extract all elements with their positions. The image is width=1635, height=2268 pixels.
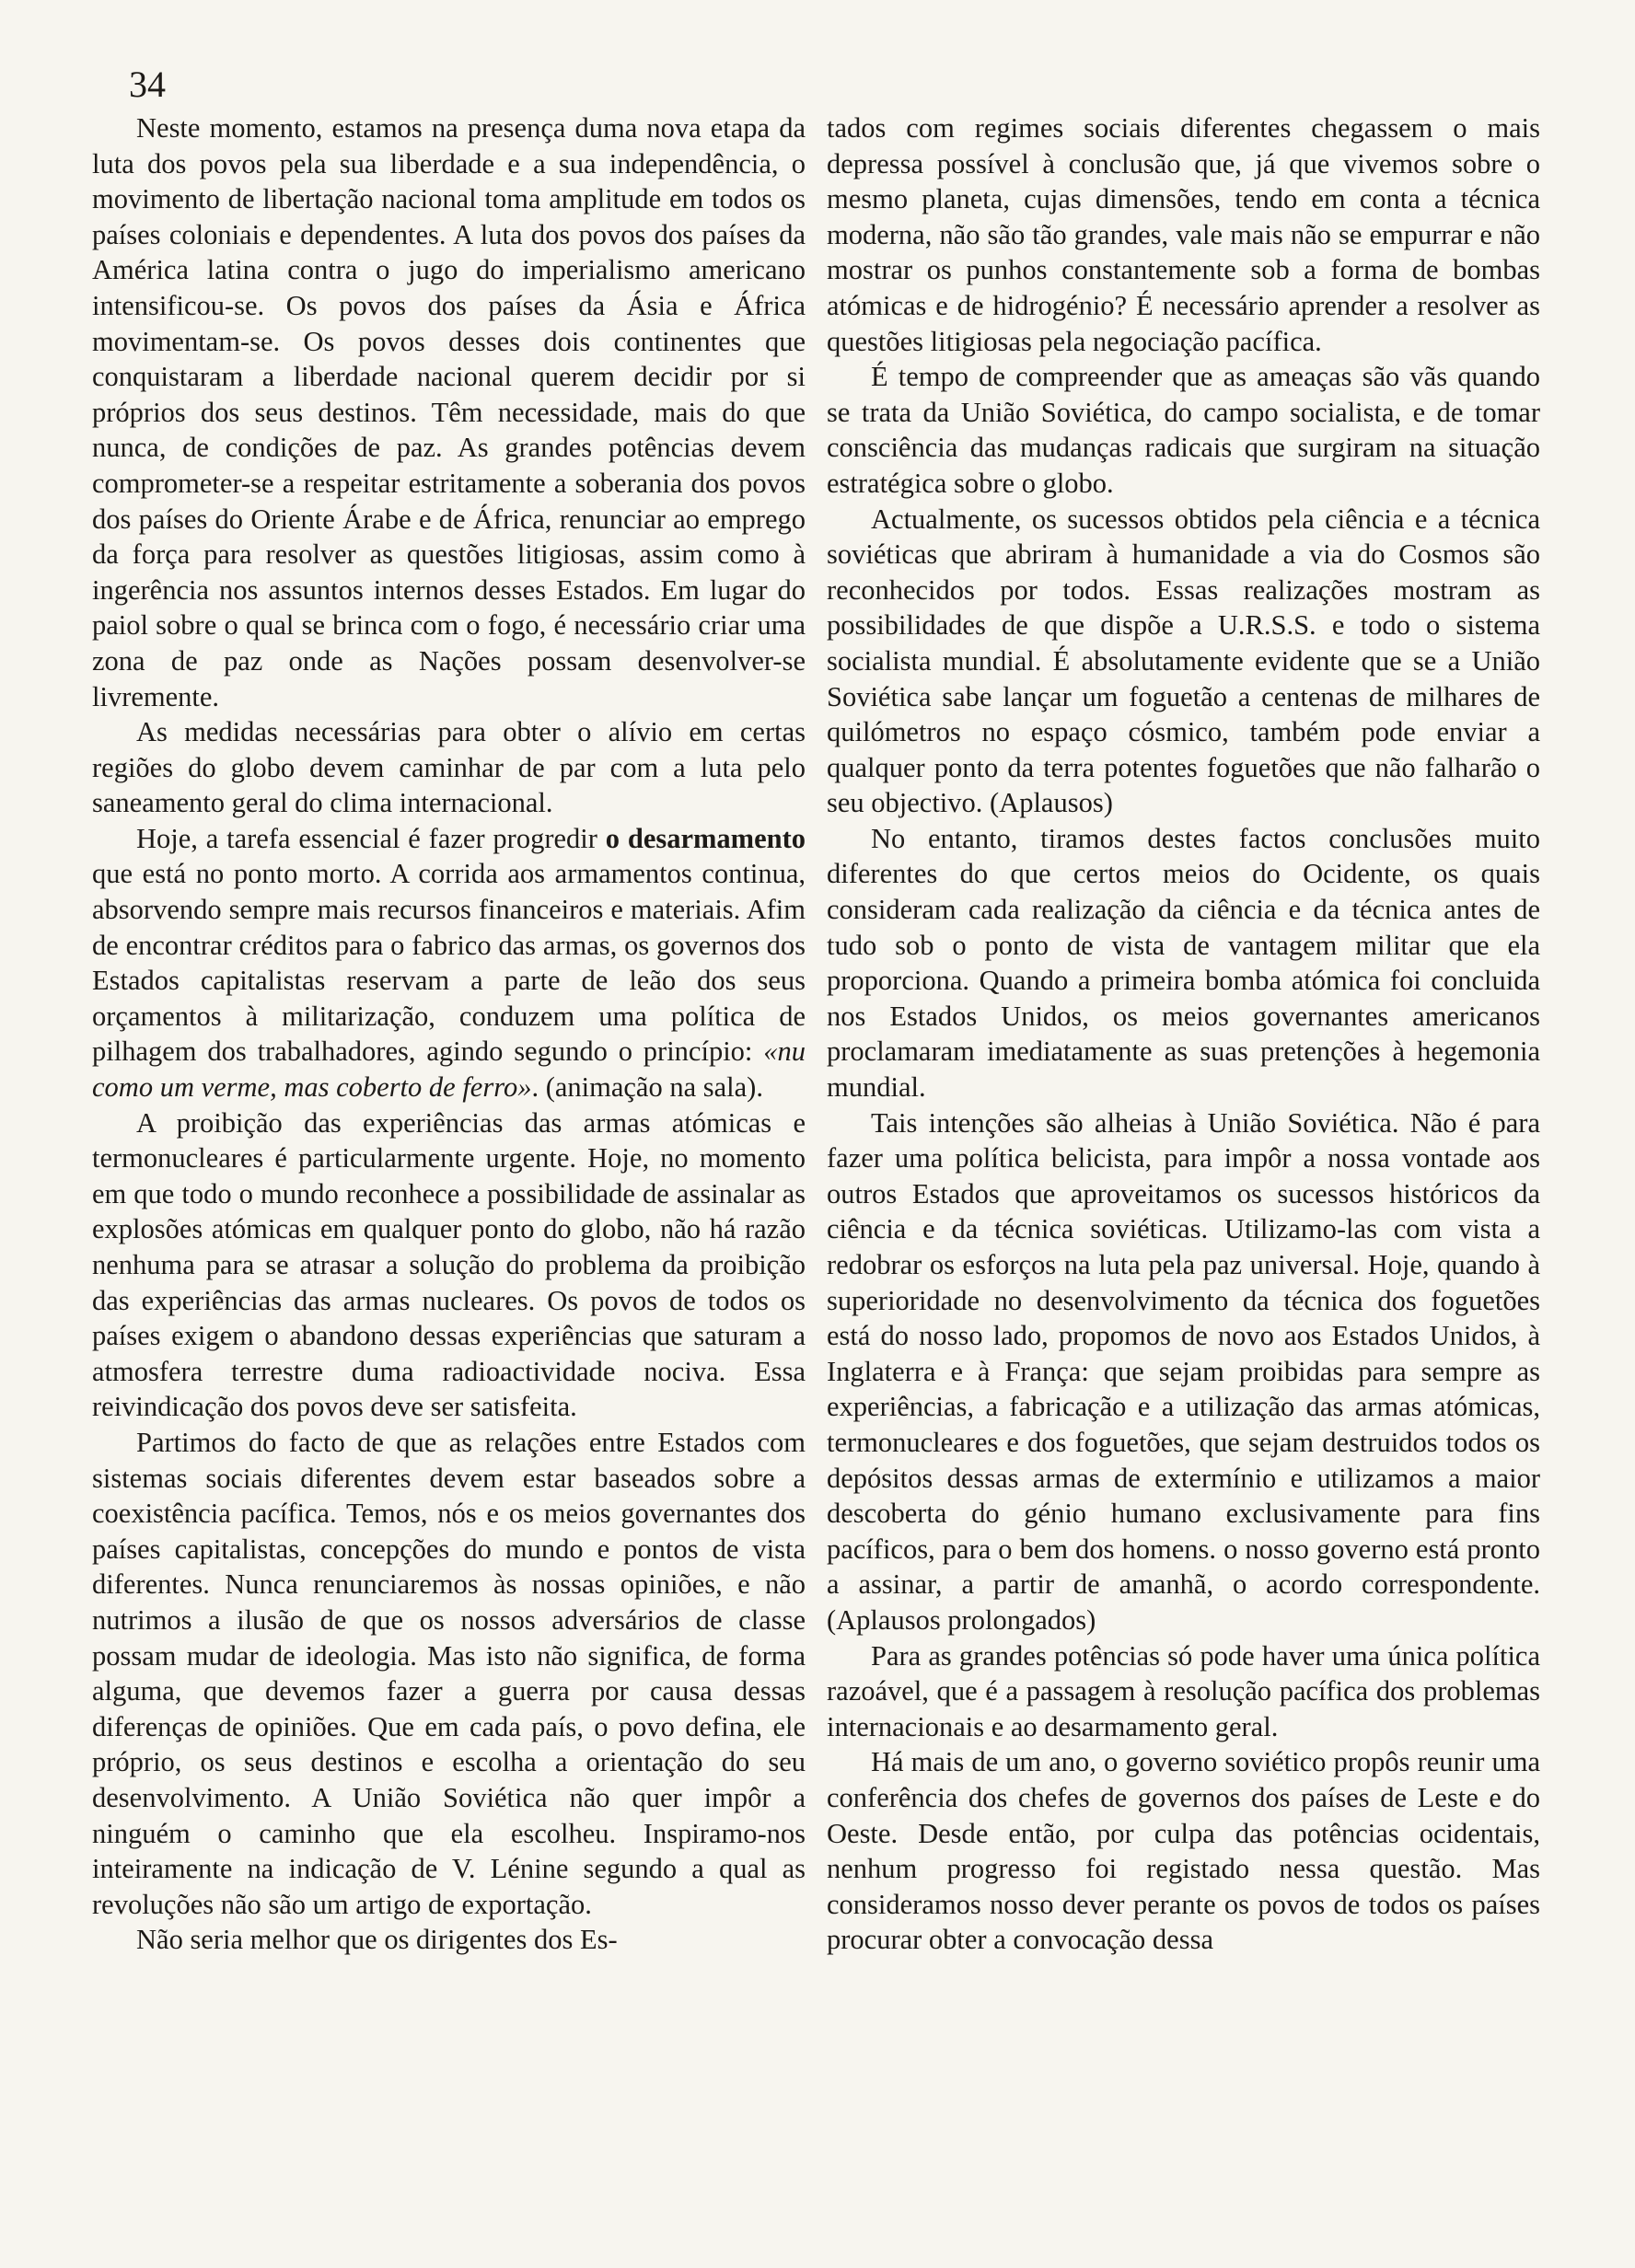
page-number: 34 (129, 64, 166, 105)
paragraph-continuation: tados com regimes sociais diferentes chegassem o mais depressa possível à conclusão que, já que vivemos sobre o mesmo planeta, cujas dimensões, tendo em conta a técnica moderna, não são tão grandes, vale mais não se empurrar e não mostrar os punhos constantemente sob a forma de bombas atómicas e de hidrogénio? É necessário aprender a resolver as questões litigiosas pela negociação pacífica. (827, 112, 1540, 357)
paragraph: A proibição das experiências das armas atómicas e termonucleares é particularmente urgente. Hoje, no momento em que todo o mundo reconhece a possibilidade de assinalar as explosões atómicas em qualquer ponto do globo, não há razão nenhuma para se atrasar a solução do problema da proibição das experiências das armas nucleares. Os povos de todos os países exigem o abandono dessas experiências que saturam a atmosfera terrestre duma radioactividade nociva. Essa reivindicação dos povos deve ser satisfeita. (92, 1106, 806, 1423)
left-column (92, 110, 806, 1958)
paragraph (92, 821, 806, 1105)
paragraph: Actualmente, os sucessos obtidos pela ciência e a técnica soviéticas que abriram à humanidade a via do Cosmos são reconhecidos por todos. Essas realizações mostram as possibilidades de que dispõe a U.R.S.S. e todo o sistema socialista mundial. É absolutamente evidente que se a União Soviética sabe lançar um foguetão a centenas de milhares de quilómetros no espaço cósmico, também pode enviar a qualquer ponto da terra potentes foguetões que não falharão o seu objectivo. (Aplausos) (827, 503, 1540, 819)
right-column (827, 110, 1540, 1958)
quotation-italic: «nu como um verme, mas coberto de ferro» (92, 1036, 806, 1104)
paragraph: Partimos do facto de que as relações entre Estados com sistemas sociais diferentes devem estar baseados sobre a coexistência pacífica. Temos, nós e os meios governantes dos países capitalistas, concepções do mundo e pontos de vista diferentes. Nunca renunciaremos às nossas opiniões, e não nutrimos a ilusão de que os nossos adversários de classe possam mudar de ideologia. Mas isto não significa, de forma alguma, que devemos fazer a guerra por causa dessas diferenças de opiniões. Que em cada país, o povo defina, ele próprio, os seus destinos e escolha a orientação do seu desenvolvimento. A União Soviética não quer impôr a ninguém o caminho que ela escolheu. Inspiramo-nos inteiramente na indicação de V. Lénine segundo a qual as revoluções não são um artigo de exportação. (92, 1426, 806, 1920)
paragraph: As medidas necessárias para obter o alívio em certas regiões do globo devem caminhar de par com a luta pelo saneamento geral do clima internacional. (92, 716, 806, 819)
paragraph-text: Hoje, a tarefa essencial é fazer progredir (136, 822, 606, 854)
paragraph-text: que está no ponto morto. A corrida aos armamentos continua, absorvendo sempre mais recursos financeiros e materiais. Afim de encontrar créditos para o fabrico das armas, os governos dos Estados capitalistas reservam a parte de leão dos seus orçamentos à militarização, conduzem uma política de pilhagem dos trabalhadores, agindo segundo o princípio: (92, 858, 806, 1068)
emphasis-bold: o desarmamento (605, 822, 806, 854)
paragraph: Não seria melhor que os dirigentes dos Es- (136, 1924, 618, 1956)
paragraph: É tempo de compreender que as ameaças são vãs quando se trata da União Soviética, do campo socialista, e de tomar consciência das mudanças radicais que surgiram na situação estratégica sobre o globo. (827, 361, 1540, 499)
paragraph: No entanto, tiramos destes factos conclusões muito diferentes do que certos meios do Ocidente, os quais consideram cada realização da ciência e da técnica antes de tudo sob o ponto de vista de vantagem militar que ela proporciona. Quando a primeira bomba atómica foi concluida nos Estados Unidos, os meios governantes americanos proclamaram imediatamente as suas pretenções à hegemonia mundial. (827, 822, 1540, 1104)
paragraph-text: . (animação na sala). (531, 1071, 763, 1104)
paragraph: Neste momento, estamos na presença duma nova etapa da luta dos povos pela sua liberdade e a sua independência, o movimento de libertação nacional toma amplitude em todos os países coloniais e dependentes. A luta dos povos dos países da América latina contra o jugo do imperialismo americano intensificou-se. Os povos dos países da Ásia e África movimentam-se. Os povos desses dois continentes que conquistaram a liberdade nacional querem decidir por si próprios dos seus destinos. Têm necessidade, mais do que nunca, de condições de paz. As grandes potências devem comprometer-se a respeitar estritamente a soberania dos povos dos países do Oriente Árabe e de África, renunciar ao emprego da força para resolver as questões litigiosas, assim como à ingerência nos assuntos internos desses Estados. Em lugar do paiol sobre o qual se brinca com o fogo, é necessário criar uma zona de paz onde as Nações possam desenvolver-se livremente. (92, 112, 806, 712)
paragraph: Tais intenções são alheias à União Soviética. Não é para fazer uma política belicista, para impôr a nossa vontade aos outros Estados que aproveitamos os sucessos históricos da ciência e da técnica soviéticas. Utilizamo-las com vista a redobrar os esforços na luta pela paz universal. Hoje, quando à superioridade no desenvolvimento da técnica dos foguetões está do nosso lado, propomos de novo aos Estados Unidos, à Inglaterra e à França: que sejam proibidas para sempre as experiências, a fabricação e a utilização das armas atómicas, termonucleares e dos foguetões, que sejam destruidos todos os depósitos dessas armas de extermínio e utilizamos a maior descoberta do génio humano exclusivamente para fins pacíficos, para o bem dos homens. o nosso governo está pronto a assinar, a partir de amanhã, o acordo correspondente. (Aplausos prolongados) (827, 1106, 1540, 1636)
paragraph: Para as grandes potências só pode haver uma única política razoável, que é a passagem à resolução pacífica dos problemas internacionais e ao desarmamento geral. (827, 1639, 1540, 1742)
paragraph: Há mais de um ano, o governo soviético propôs reunir uma conferência dos chefes de governos dos países de Leste e do Oeste. Desde então, por culpa das potências ocidentais, nenhum progresso foi registado nessa questão. Mas consideramos nosso dever perante os povos de todos os países procurar obter a convocação dessa (827, 1746, 1540, 1956)
